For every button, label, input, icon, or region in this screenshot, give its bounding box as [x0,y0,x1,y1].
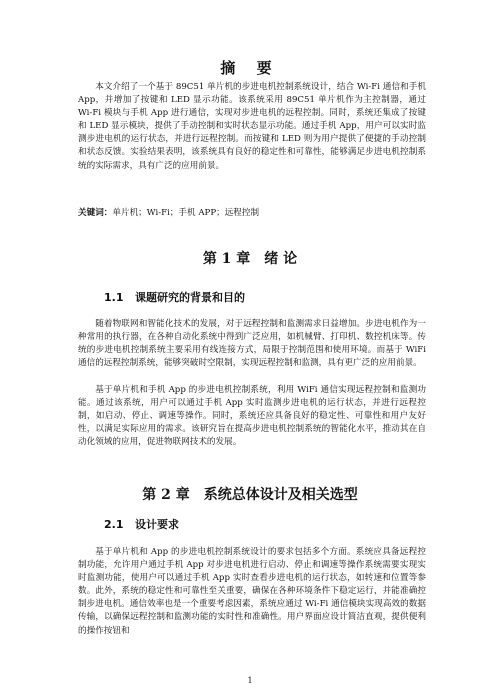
chapter1-heading: 第 1 章 绪 论 [202,251,298,267]
keywords-label: 关键词： [78,208,113,218]
section-1-1-heading [104,289,245,305]
section-number: 2.1 [104,518,124,531]
section-number: 1.1 [104,291,124,304]
chapter1-paragraph-2: 基于单片机和手机 App 的步进电机控制系统，利用 WiFi 通信实现远程控制和监测功能。通过该系统，用户可以通过手机 App 实时监测步进电机的运行状态，并进行远程控制，如启动、停止、调速等操作。同时，系统还应具备良好的稳定性、可靠性和用户友好性，以满足实际应用的需求。该研究旨在提高步进电机控制系统的智能化水平，推动其在自动化领域的应用，促进物联网技术的发展。 [78,385,426,448]
section-title: 课题研究的背景和目的 [135,291,245,304]
page-number: 1 [247,676,253,685]
chapter2-paragraph-1: 基于单片机和 App 的步进电机控制系统设计的要求包括多个方面。系统应具备远程控制功能，允许用户通过手机 App 对步进电机进行启动、停止和调速等操作系统需要实现实时监测功能，使用户可以通过手机 App 实时查看步进电机的运行状态，如转速和位置等参数。此外，系统的稳定性和可靠性至关重要，确保在各种环境条件下稳定运行，并能准确控制步进电机。通信效率也是一个重要考虑因素，系统应通过 Wi-Fi 通信模块实现高效的数据传输，以确保远程控制和监测功能的实时性和准确性。用户界面应设计简洁直观，提供便利的操作按钮和 [78,547,426,636]
keywords-text: 单片机；Wi-Fi；手机 APP；远程控制 [112,208,260,218]
chapter2-heading: 第 2 章 系统总体设计及相关选型 [142,487,358,503]
section-2-1-heading [104,516,179,532]
abstract-body: 本文介绍了一个基于 89C51 单片机的步进电机控制系统设计，结合 Wi-Fi 通信和手机 App，并增加了按键和 LED 显示功能。该系统采用 89C51 单片机作为主控制器，通过 Wi-Fi 模块与手机 App 进行通信，实现对步进电机的远程控制。同时，系统还集成了按键和 LED 显示模块，提供了手动控制和实时状态显示功能。通过手机 App，用户可以实时监测步进电机的运行状态，并进行远程控制。而按键和 LED 则为用户提供了便捷的手动控制和状态反馈。实验结果表明，该系统具有良好的稳定性和可靠性，能够满足步进电机控制系统的实际需求，具有广泛的应用前景。 [78,82,426,171]
section-title: 设计要求 [135,518,179,531]
keywords-line [78,206,259,218]
abstract-title: 摘 要 [220,59,280,77]
chapter1-paragraph-1: 随着物联网和智能化技术的发展，对于远程控制和监测需求日益增加。步进电机作为一种常用的执行器，在各种自动化系统中得到广泛应用，如机械臂、打印机、数控机床等。传统的步进电机控制系统主要采用有线连接方式，局限于控制范围和使用环境。而基于 WiFi 通信的远程控制系统，能够突破时空限制，实现远程控制和监测，具有更广泛的应用前景。 [78,319,426,369]
